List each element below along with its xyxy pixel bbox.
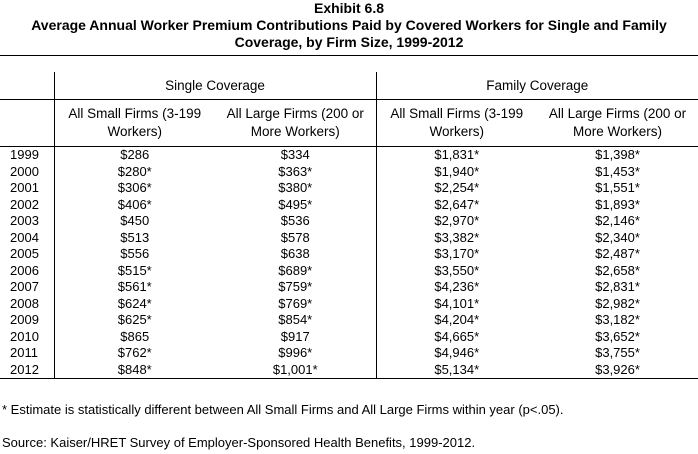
single-large-cell: $1,001* — [215, 362, 376, 379]
family-large-cell: $1,398* — [595, 147, 640, 163]
family-small-cell: $2,970* — [434, 213, 480, 229]
exhibit-title-block — [0, 0, 698, 51]
family-coverage-header: Family Coverage — [376, 72, 698, 100]
family-large-cell: $3,926* — [537, 362, 698, 379]
single-large-cell: $917 — [215, 329, 376, 346]
single-large-cell: $380* — [215, 180, 376, 197]
single-large-cell: $334 — [215, 147, 376, 164]
family-small-cell: $2,254* — [434, 180, 480, 196]
single-large-cell: $495* — [215, 197, 376, 214]
column-header-row — [0, 100, 698, 147]
single-small-cell: $286 — [54, 147, 215, 164]
single-large-header: All Large Firms (200 or More Workers) — [215, 100, 376, 147]
table-row — [0, 362, 698, 379]
family-large-cell: $2,146* — [595, 213, 640, 229]
corner-cell — [0, 72, 54, 100]
family-large-cell: $2,658* — [595, 262, 640, 278]
year-cell: 2003 — [10, 213, 39, 229]
table-row — [0, 246, 698, 263]
family-large-cell: $2,831* — [595, 279, 640, 295]
family-large-cell: $2,340* — [595, 229, 640, 245]
table-row — [0, 180, 698, 197]
year-header — [0, 100, 54, 147]
single-small-cell: $280* — [54, 164, 215, 181]
single-large-cell: $854* — [215, 312, 376, 329]
single-small-cell: $515* — [54, 263, 215, 280]
single-small-cell: $848* — [54, 362, 215, 379]
group-header-row — [0, 72, 698, 100]
year-cell: 2002 — [10, 196, 39, 212]
family-small-header: All Small Firms (3-199 Workers) — [376, 100, 537, 147]
table-row — [0, 345, 698, 362]
table-row — [0, 164, 698, 181]
family-small-cell: $5,134* — [376, 362, 537, 379]
premium-table — [0, 72, 698, 379]
family-large-cell: $3,182* — [595, 312, 640, 328]
single-large-cell: $689* — [215, 263, 376, 280]
year-cell: 2001 — [10, 180, 39, 196]
single-large-cell: $363* — [215, 164, 376, 181]
family-small-cell: $1,831* — [434, 147, 480, 163]
family-large-cell: $2,487* — [595, 246, 640, 262]
single-small-cell: $556 — [54, 246, 215, 263]
family-small-cell: $3,170* — [434, 246, 480, 262]
single-large-cell: $578 — [215, 230, 376, 247]
single-small-cell: $625* — [54, 312, 215, 329]
family-large-cell: $1,893* — [595, 196, 640, 212]
single-small-header: All Small Firms (3-199 Workers) — [54, 100, 215, 147]
table-row — [0, 263, 698, 280]
family-large-cell: $1,551* — [595, 180, 640, 196]
single-large-cell: $536 — [215, 213, 376, 230]
single-small-cell: $306* — [54, 180, 215, 197]
family-small-cell: $2,647* — [434, 196, 480, 212]
table-row — [0, 230, 698, 247]
year-cell: 2005 — [10, 246, 39, 262]
single-large-cell: $996* — [215, 345, 376, 362]
year-cell: 2006 — [10, 262, 39, 278]
table-row — [0, 279, 698, 296]
family-large-header: All Large Firms (200 or More Workers) — [537, 100, 698, 147]
single-small-cell: $406* — [54, 197, 215, 214]
single-large-cell: $769* — [215, 296, 376, 313]
year-cell: 2004 — [10, 229, 39, 245]
year-cell: 2000 — [10, 163, 39, 179]
year-cell: 2009 — [10, 312, 39, 328]
exhibit-number: Exhibit 6.8 — [313, 0, 385, 16]
family-small-cell: $4,946* — [434, 345, 480, 361]
single-large-cell: $638 — [215, 246, 376, 263]
table-body — [0, 147, 698, 379]
single-coverage-header: Single Coverage — [54, 72, 376, 100]
year-cell: 2012 — [0, 362, 54, 379]
table-row — [0, 329, 698, 346]
single-small-cell: $865 — [54, 329, 215, 346]
family-small-cell: $3,550* — [434, 262, 480, 278]
family-small-cell: $4,101* — [434, 295, 480, 311]
single-small-cell: $450 — [54, 213, 215, 230]
table-row — [0, 213, 698, 230]
single-small-cell: $561* — [54, 279, 215, 296]
family-small-cell: $4,665* — [434, 328, 480, 344]
year-cell: 2007 — [10, 279, 39, 295]
title-divider — [0, 55, 698, 56]
significance-footnote: * Estimate is statistically different between All Small Firms and All Large Firms within year (p<.05). — [2, 402, 564, 417]
table-row — [0, 296, 698, 313]
family-small-cell: $4,204* — [434, 312, 480, 328]
year-cell: 1999 — [10, 147, 39, 163]
family-large-cell: $2,982* — [595, 295, 640, 311]
table-row — [0, 312, 698, 329]
table-row — [0, 197, 698, 214]
single-small-cell: $513 — [54, 230, 215, 247]
family-large-cell: $3,652* — [595, 328, 640, 344]
family-large-cell: $3,755* — [595, 345, 640, 361]
year-cell: 2008 — [10, 295, 39, 311]
year-cell: 2011 — [10, 345, 38, 361]
exhibit-title: Average Annual Worker Premium Contributions Paid by Covered Workers for Single and Family Coverage, by Firm Size, 1999-2012 — [31, 17, 667, 50]
table-row — [0, 147, 698, 164]
family-small-cell: $4,236* — [434, 279, 480, 295]
family-small-cell: $3,382* — [434, 229, 480, 245]
source-note: Source: Kaiser/HRET Survey of Employer-Sponsored Health Benefits, 1999-2012. — [2, 435, 476, 450]
family-small-cell: $1,940* — [434, 163, 480, 179]
year-cell: 2010 — [10, 328, 39, 344]
family-large-cell: $1,453* — [595, 163, 640, 179]
single-small-cell: $624* — [54, 296, 215, 313]
single-small-cell: $762* — [54, 345, 215, 362]
single-large-cell: $759* — [215, 279, 376, 296]
